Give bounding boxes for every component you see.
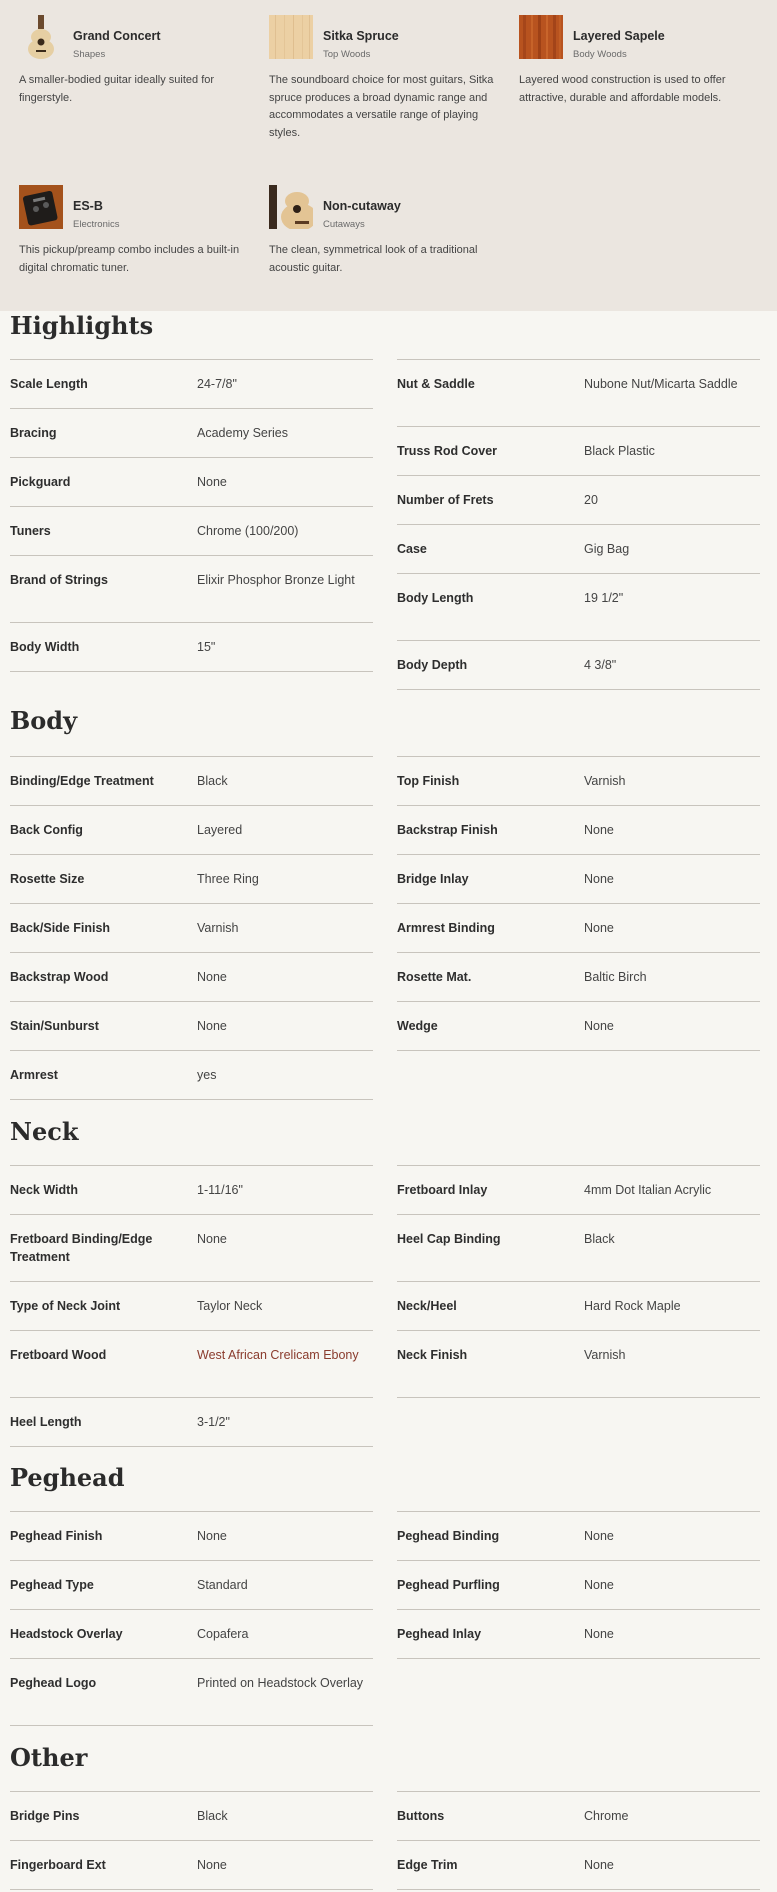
spec-row — [10, 904, 373, 953]
peghead-left-column — [10, 1511, 373, 1726]
spec-label: Headstock Overlay — [10, 1627, 123, 1641]
spec-label: Neck Width — [10, 1183, 78, 1197]
feature-category: Body Woods — [573, 49, 627, 60]
spec-row — [10, 757, 373, 806]
spec-value: Hard Rock Maple — [584, 1299, 681, 1313]
spec-value: None — [197, 970, 227, 984]
spec-value: None — [584, 1019, 614, 1033]
spec-label: Neck/Heel — [397, 1299, 457, 1313]
spec-label: Backstrap Wood — [10, 970, 109, 984]
feature-title: Sitka Spruce — [323, 29, 399, 43]
spec-row — [397, 904, 760, 953]
spec-value: Layered — [197, 823, 243, 837]
spec-value: Chrome — [584, 1809, 629, 1823]
spec-label: Number of Frets — [397, 493, 494, 507]
feature-description: Layered wood construction is used to offer attractive, durable and affordable models. — [519, 74, 726, 104]
spec-value: 4mm Dot Italian Acrylic — [584, 1183, 712, 1197]
spec-row — [10, 623, 373, 672]
spec-value: None — [584, 921, 614, 935]
feature-description: A smaller-bodied guitar ideally suited for fingerstyle. — [19, 74, 215, 104]
spec-row — [397, 806, 760, 855]
spec-value: Three Ring — [197, 872, 259, 886]
spec-row — [397, 1215, 760, 1282]
spec-value: 24-7/8" — [197, 377, 237, 391]
spec-label: Edge Trim — [397, 1858, 458, 1872]
spec-label: Nut & Saddle — [397, 377, 475, 391]
spec-label: Fretboard Inlay — [397, 1183, 488, 1197]
spec-row — [10, 1841, 373, 1890]
spec-row — [397, 855, 760, 904]
spec-row — [397, 641, 760, 690]
spec-row — [397, 476, 760, 525]
spec-value: None — [197, 475, 227, 489]
feature-category: Cutaways — [323, 219, 365, 230]
spec-value: None — [197, 1019, 227, 1033]
spec-row — [10, 1331, 373, 1398]
spec-label: Back/Side Finish — [10, 921, 111, 935]
spec-value: None — [197, 1232, 227, 1246]
spec-row — [397, 1841, 760, 1890]
spec-label: Armrest Binding — [397, 921, 495, 935]
spec-value: Academy Series — [197, 426, 289, 440]
spec-label: Case — [397, 542, 427, 556]
spec-row — [10, 556, 373, 623]
spec-value: None — [584, 872, 614, 886]
highlights-left-column — [10, 359, 373, 672]
spec-row — [10, 806, 373, 855]
spec-row — [397, 1002, 760, 1051]
spec-label: Body Length — [397, 591, 474, 605]
spec-value: None — [197, 1858, 227, 1872]
spec-row — [10, 1002, 373, 1051]
spec-row — [397, 1610, 760, 1659]
spec-row — [397, 574, 760, 641]
neck-right-column — [397, 1165, 760, 1398]
feature-title: Grand Concert — [73, 29, 161, 43]
spec-label: Buttons — [397, 1809, 445, 1823]
spec-value: 1-11/16" — [197, 1183, 243, 1197]
spec-value: Taylor Neck — [197, 1299, 263, 1313]
spec-value: Baltic Birch — [584, 970, 647, 984]
section-title-peghead: Peghead — [10, 1463, 125, 1492]
spec-value: None — [584, 1858, 614, 1872]
feature-title: Non-cutaway — [323, 199, 401, 213]
spec-row — [10, 409, 373, 458]
spec-row — [397, 953, 760, 1002]
spec-label: Back Config — [10, 823, 83, 837]
spec-value: Black — [197, 1809, 228, 1823]
es-b-preamp-icon — [19, 185, 63, 229]
spec-row — [10, 1282, 373, 1331]
spec-row — [10, 1659, 373, 1726]
spec-row — [10, 507, 373, 556]
sitka-spruce-wood-swatch — [269, 15, 313, 59]
section-title-other: Other — [10, 1743, 88, 1772]
spec-row — [10, 1512, 373, 1561]
spec-row — [397, 1561, 760, 1610]
spec-row — [10, 1166, 373, 1215]
spec-row — [10, 1051, 373, 1100]
spec-value: Copafera — [197, 1627, 249, 1641]
spec-row — [397, 1166, 760, 1215]
feature-description: This pickup/preamp combo includes a built-in digital chromatic tuner. — [19, 244, 240, 274]
spec-label: Peghead Purfling — [397, 1578, 500, 1592]
spec-label: Body Width — [10, 640, 80, 654]
spec-value: None — [584, 1627, 614, 1641]
spec-row — [10, 855, 373, 904]
spec-row — [10, 1792, 373, 1841]
spec-label: Peghead Finish — [10, 1529, 103, 1543]
spec-label: Body Depth — [397, 658, 468, 672]
spec-label: Armrest — [10, 1068, 58, 1082]
spec-value: Elixir Phosphor Bronze Light — [197, 573, 355, 587]
spec-value: None — [584, 823, 614, 837]
spec-value: 19 1/2" — [584, 591, 624, 605]
spec-value: Black — [197, 774, 228, 788]
spec-label: Brand of Strings — [10, 573, 108, 587]
spec-label: Scale Length — [10, 377, 88, 391]
spec-value: None — [197, 1529, 227, 1543]
spec-value: Printed on Headstock Overlay — [197, 1676, 364, 1690]
layered-sapele-wood-swatch — [519, 15, 563, 59]
spec-row — [10, 1215, 373, 1282]
fretboard-wood-link[interactable]: West African Crelicam Ebony — [197, 1348, 359, 1362]
spec-label: Rosette Size — [10, 872, 85, 886]
spec-label: Heel Cap Binding — [397, 1232, 501, 1246]
spec-label: Backstrap Finish — [397, 823, 498, 837]
spec-row — [10, 458, 373, 507]
spec-label: Tuners — [10, 524, 51, 538]
spec-value: 4 3/8" — [584, 658, 617, 672]
spec-label: Wedge — [397, 1019, 438, 1033]
spec-value: 15" — [197, 640, 216, 654]
spec-row — [397, 1512, 760, 1561]
spec-label: Fretboard Binding/Edge Treatment — [10, 1232, 153, 1264]
spec-value: Chrome (100/200) — [197, 524, 299, 538]
spec-label: Peghead Type — [10, 1578, 94, 1592]
spec-label: Fretboard Wood — [10, 1348, 107, 1362]
spec-value: yes — [197, 1068, 217, 1082]
feature-category: Electronics — [73, 219, 120, 230]
spec-label: Peghead Inlay — [397, 1627, 482, 1641]
body-left-column — [10, 756, 373, 1100]
feature-category: Top Woods — [323, 49, 371, 60]
spec-value: 20 — [584, 493, 598, 507]
spec-row — [10, 953, 373, 1002]
non-cutaway-guitar-icon — [269, 185, 313, 229]
spec-row — [397, 360, 760, 427]
spec-value: Black Plastic — [584, 444, 655, 458]
spec-row — [397, 1282, 760, 1331]
spec-value: None — [584, 1578, 614, 1592]
spec-value: Varnish — [584, 1348, 626, 1362]
spec-label: Bracing — [10, 426, 57, 440]
grand-concert-guitar-icon — [19, 15, 63, 59]
spec-row — [397, 1792, 760, 1841]
spec-value: Nubone Nut/Micarta Saddle — [584, 377, 738, 391]
spec-label: Fingerboard Ext — [10, 1858, 106, 1872]
section-title-neck: Neck — [10, 1117, 79, 1146]
body-right-column — [397, 756, 760, 1051]
spec-label: Binding/Edge Treatment — [10, 774, 154, 788]
spec-label: Top Finish — [397, 774, 460, 788]
spec-row — [10, 1610, 373, 1659]
spec-row — [397, 757, 760, 806]
spec-row — [397, 525, 760, 574]
features-panel — [0, 0, 777, 311]
highlights-right-column — [397, 359, 760, 690]
section-title-body: Body — [10, 706, 78, 735]
feature-category: Shapes — [73, 49, 106, 60]
feature-description: The clean, symmetrical look of a traditional acoustic guitar. — [269, 244, 478, 274]
neck-left-column — [10, 1165, 373, 1447]
spec-value: Black — [584, 1232, 615, 1246]
spec-row — [10, 360, 373, 409]
spec-label: Peghead Logo — [10, 1676, 97, 1690]
spec-label: Bridge Pins — [10, 1809, 80, 1823]
spec-label: Truss Rod Cover — [397, 444, 498, 458]
spec-label: Heel Length — [10, 1415, 82, 1429]
spec-value: 3-1/2" — [197, 1415, 230, 1429]
spec-label: Peghead Binding — [397, 1529, 500, 1543]
spec-label: Type of Neck Joint — [10, 1299, 121, 1313]
spec-value: Gig Bag — [584, 542, 630, 556]
spec-label: Stain/Sunburst — [10, 1019, 99, 1033]
spec-value: None — [584, 1529, 614, 1543]
spec-value: Varnish — [197, 921, 239, 935]
feature-title: Layered Sapele — [573, 29, 665, 43]
spec-label: Rosette Mat. — [397, 970, 472, 984]
spec-label: Pickguard — [10, 475, 71, 489]
other-left-column — [10, 1791, 373, 1890]
section-title-highlights: Highlights — [10, 311, 154, 340]
spec-row — [397, 1331, 760, 1398]
spec-row — [10, 1398, 373, 1447]
spec-value: Varnish — [584, 774, 626, 788]
peghead-right-column — [397, 1511, 760, 1659]
spec-label: Neck Finish — [397, 1348, 468, 1362]
feature-title: ES-B — [73, 199, 103, 213]
feature-description: The soundboard choice for most guitars, Sitka spruce produces a broad dynamic range and accommodates a versatile range of playing styles. — [269, 74, 494, 139]
spec-value: Standard — [197, 1578, 248, 1592]
spec-row — [397, 427, 760, 476]
spec-row — [10, 1561, 373, 1610]
spec-label: Bridge Inlay — [397, 872, 469, 886]
other-right-column — [397, 1791, 760, 1890]
